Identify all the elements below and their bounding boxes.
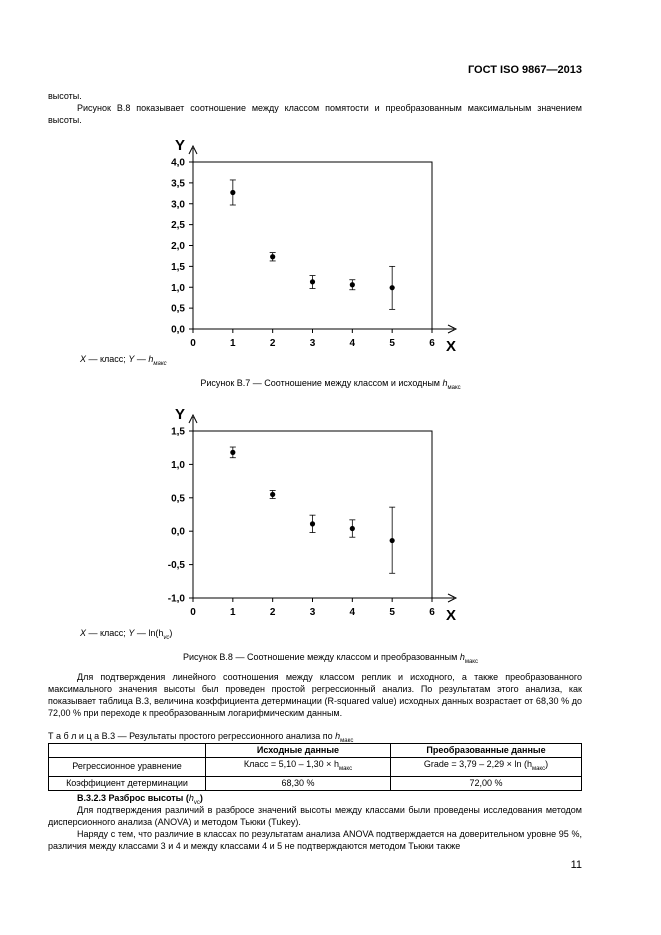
paragraph-regression: Для подтверждения линейного соотношения между классом реплик и исходного, а также преобразованного максимального значения высоты был проведен простой регрессионный анализ. По результатам этого анализа, как показывает таблица В.3, величина коэффициента детерминации (R-squared value) исходных данных возрастает от 68,30 % до 72,00 % при переходе к преобразованным логарифмическим данным. [48,672,582,718]
y-tick-label: 2,0 [171,241,185,252]
y-tick-label: 1,0 [171,459,185,471]
legend-x-symbol: X [80,354,87,364]
data-point [310,279,315,284]
legend-x-text: — класс; [86,628,129,638]
y-tick-label: 0,5 [171,303,185,315]
section-number: В.3.2.3 [77,793,107,803]
legend-y-var: h [148,354,154,364]
x-tick-label: 0 [190,607,196,618]
legend-y-close: ) [169,628,173,638]
section-sub: vc [193,799,200,806]
legend-x-text: — класс; [86,354,129,364]
text-fragment: высоты. [48,91,82,101]
section-close: ) [199,793,203,803]
table-row-label: Коэффициент детерминации [49,776,206,790]
data-point [390,285,395,290]
x-tick-label: 4 [349,338,356,349]
x-tick-label: 2 [269,607,276,618]
figure-b8-caption [0,652,661,665]
data-point [350,526,355,531]
x-tick-label: 5 [389,338,395,349]
figure-b7-legend [80,354,167,367]
x-tick-label: 4 [349,607,356,618]
x-tick-label: 1 [230,338,236,349]
table-row [49,776,582,790]
x-axis-label: X [446,607,457,624]
legend-y-text: — [134,354,149,364]
table-title-text: Т а б л и ц а В.3 — Результаты простого регрессионного анализа по [48,731,336,741]
cell-sub: макс [531,765,546,772]
table-cell [206,758,391,777]
legend-y-symbol: Y [128,628,135,638]
data-point [270,254,275,259]
y-tick-label: 0,5 [171,493,185,505]
caption-text: Рисунок В.8 — Соотношение между классом и преобразованным [182,652,460,662]
y-axis-label: Y [175,406,186,423]
y-tick-label: 3,0 [171,199,185,211]
table-header-cell: Исходные данные [206,744,391,758]
data-point [270,492,275,497]
table-cell: 68,30 % [206,776,391,790]
y-tick-label: 2,5 [171,220,185,232]
y-tick-label: 0,0 [171,526,185,538]
data-point [350,282,355,287]
plot-frame [193,431,432,598]
table-title-sub: макс [340,737,354,744]
x-tick-label: 0 [190,338,196,349]
y-tick-label: 4,0 [171,157,185,169]
cell-sub: макс [338,765,353,772]
legend-y-symbol: Y [128,354,135,364]
x-axis-label: X [446,338,457,355]
caption-var: h [459,652,465,662]
plot-frame [193,162,432,329]
x-tick-label: 6 [429,338,435,349]
caption-var: h [442,378,448,388]
cell-close: ) [545,759,549,769]
y-tick-label: 1,5 [171,426,185,438]
figure-b7-caption [0,378,661,391]
x-tick-label: 1 [230,607,236,618]
x-tick-label: 3 [309,607,316,618]
legend-y-sub: макс [153,360,167,367]
figure-b8-legend [80,628,172,641]
legend-y-func: ln(h [148,628,164,638]
table-cell: 72,00 % [391,776,582,790]
cell-text: Класс = 5,10 – 1,30 × h [243,759,339,769]
table-header-cell [49,744,206,758]
caption-sub: макс [464,658,478,665]
table-cell [391,758,582,777]
section-title: Разброс высоты ( [106,793,189,803]
y-tick-label: 1,5 [171,261,185,273]
paragraph-anova-1: Для подтверждения различий в разбросе значений высоты между классами были проведены исследования методом дисперсионного анализа (ANOVA) и методом Тьюки (Tukey). [48,805,582,827]
figure-b7-chart [150,137,470,360]
table-row [49,758,582,777]
legend-y-text: — [134,628,149,638]
table-title [48,731,353,744]
x-tick-label: 5 [389,607,395,618]
x-tick-label: 2 [269,338,276,349]
y-axis-label: Y [175,137,186,154]
section-var: h [188,793,194,803]
data-point [230,450,235,455]
paragraph-fig-b8: Рисунок В.8 показывает соотношение между классом помятости и преобразованным максимальным значением высоты. [48,103,582,125]
table-header-row [49,744,582,758]
data-point [390,538,395,543]
paragraph-anova-2: Наряду с тем, что различие в классах по результатам анализа ANOVA подтверждается на доверительном уровне 95 %, различия между классами 3 и 4 и между классами 4 и 5 не подтверждаются методом Тьюки также [48,829,582,851]
x-tick-label: 6 [429,607,435,618]
caption-text: Рисунок В.7 — Соотношение между классом и исходным [200,378,443,388]
caption-sub: макс [447,384,461,391]
y-tick-label: 3,5 [171,178,185,190]
cell-text: Grade = 3,79 – 2,29 × ln (h [423,759,532,769]
legend-y-sub: vc [163,634,170,641]
data-point [310,521,315,526]
figure-b8-chart [150,403,470,625]
y-tick-label: -1,0 [167,593,185,605]
table-row-label: Регрессионное уравнение [49,758,206,777]
table-header-cell: Преобразованные данные [391,744,582,758]
data-point [230,190,235,195]
regression-table [48,743,582,791]
table-title-var: h [335,731,341,741]
x-tick-label: 3 [309,338,316,349]
document-header: ГОСТ ISO 9867—2013 [467,64,582,76]
y-tick-label: -0,5 [167,560,185,572]
legend-x-symbol: X [80,628,87,638]
y-tick-label: 0,0 [171,324,185,336]
page-number: 11 [570,859,582,871]
y-tick-label: 1,0 [171,282,185,294]
